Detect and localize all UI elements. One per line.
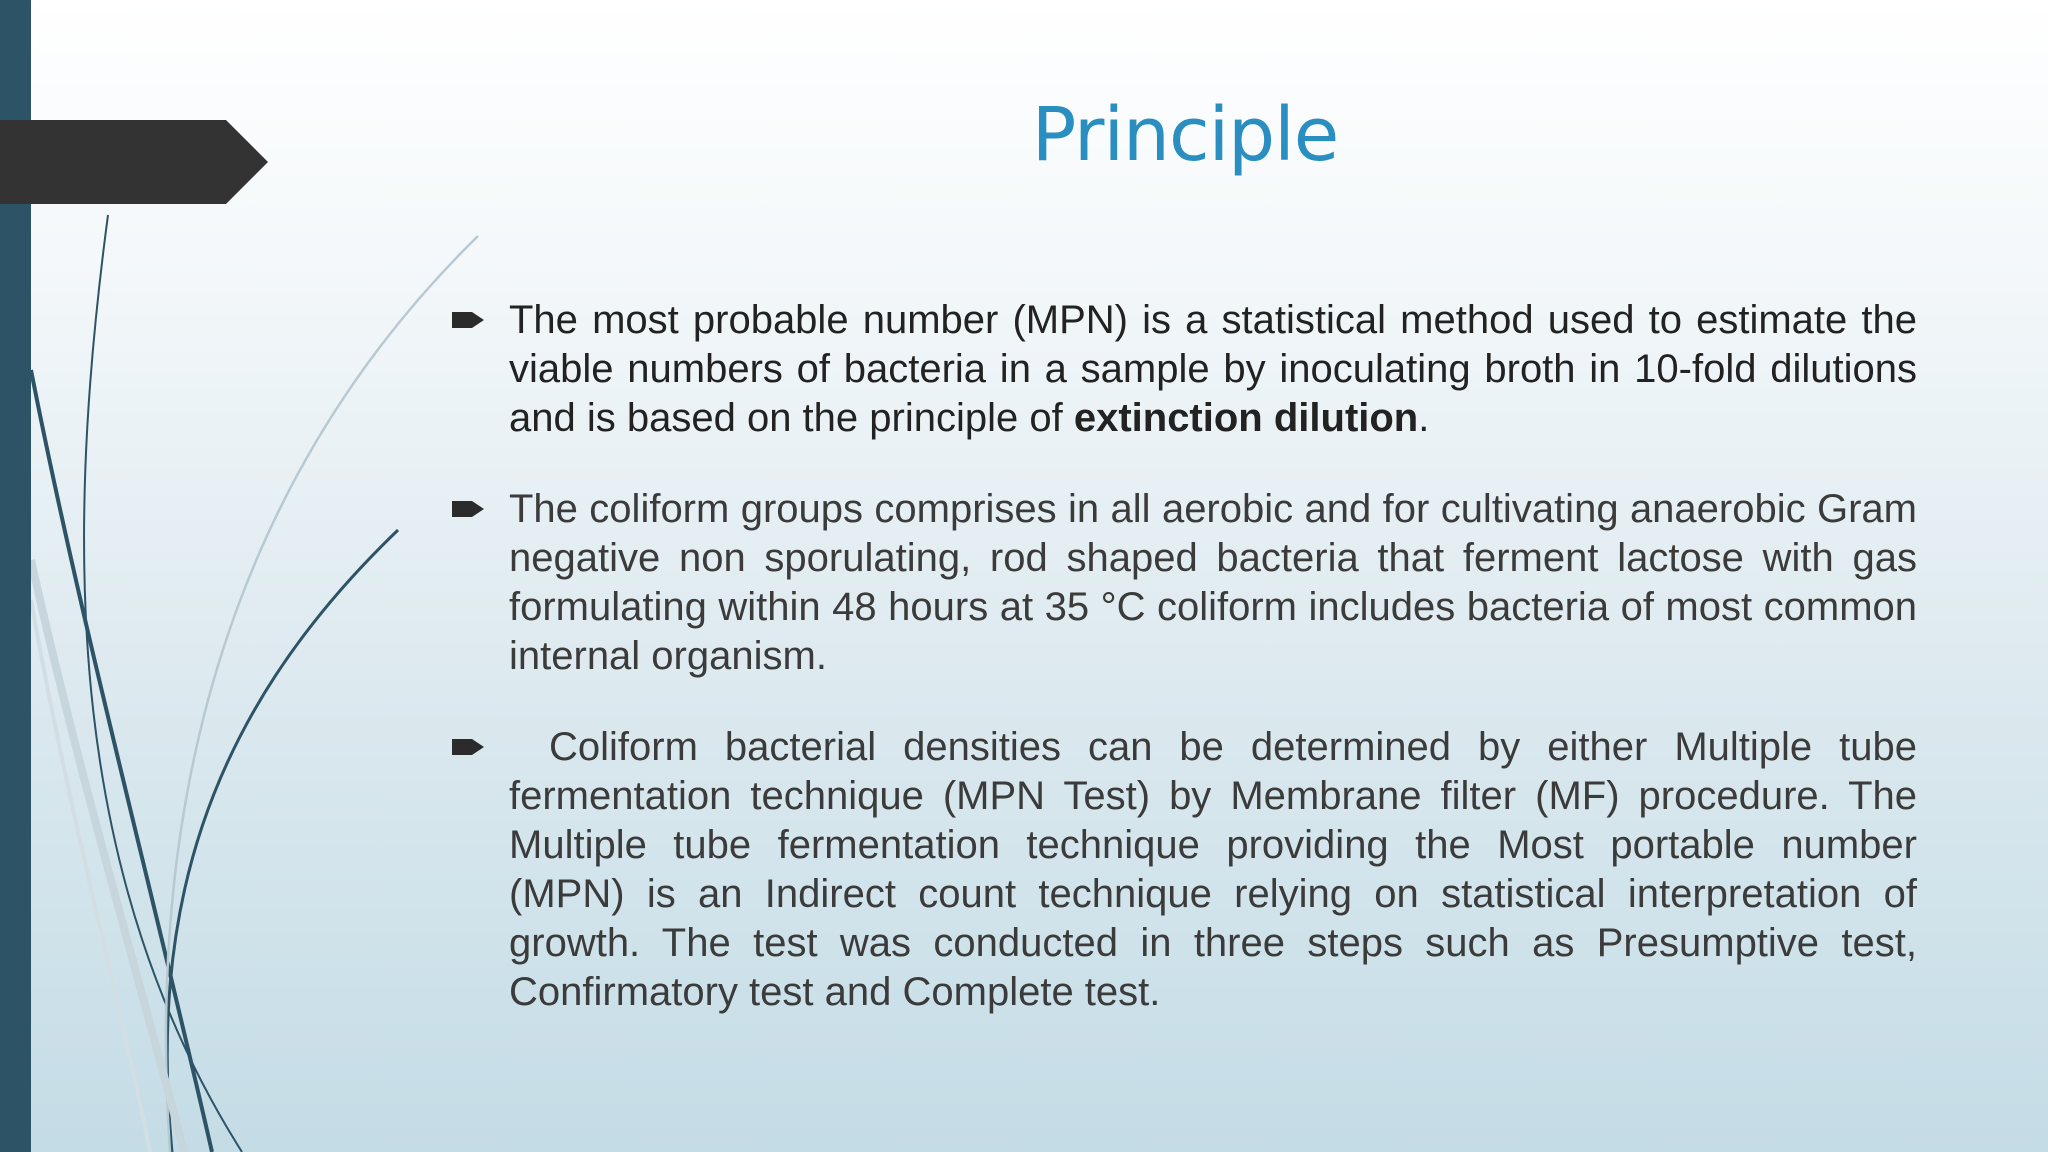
bullet-item <box>445 485 1917 681</box>
arrow-bullet-icon <box>452 737 486 757</box>
bullet-text-end: . <box>1418 396 1430 440</box>
slide-title: Principle <box>1031 92 1339 178</box>
bullet-text: Coliform bacterial densities can be determined by either Multiple tube fermentation technique (MPN Test) by Membrane filter (MF) procedure. The Multiple tube fermentation technique providing the Most portable number (MPN) is an Indirect count technique relying on statistical interpretation of growth. The test was conducted in three steps such as Presumptive test, Confirmatory test and Complete test. <box>509 725 1917 1014</box>
arrow-bullet-icon <box>452 499 486 519</box>
bullet-list <box>445 296 1917 1059</box>
bullet-text: The coliform groups comprises in all aerobic and for cultivating anaerobic Gram negative non sporulating, rod shaped bacteria that ferment lactose with gas formulating within 48 hours at 35 °C coliform includes bacteria of most common internal organism. <box>509 487 1917 678</box>
arrow-bullet-icon <box>452 310 486 330</box>
bullet-item <box>445 723 1917 1017</box>
bullet-text: The most probable number (MPN) is a statistical method used to estimate the viable numbers of bacteria in a sample by inoculating broth in 10-fold dilutions and is based on the principle of <box>509 298 1917 440</box>
bullet-item <box>445 296 1917 443</box>
bullet-bold-text: extinction dilution <box>1073 396 1419 440</box>
